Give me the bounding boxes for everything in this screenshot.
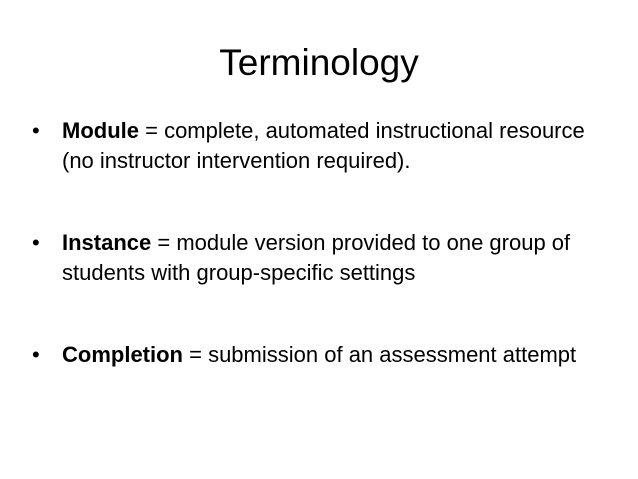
term-definition: = complete, automated instructional resource (no instructor intervention required). [62,118,585,173]
slide-title: Terminology [219,42,419,83]
bullet-item-module [32,116,612,176]
bullet-point-icon: • [32,342,40,367]
term-definition: = module version provided to one group of students with group-specific settings [62,230,571,285]
bullet-item-completion [32,340,612,370]
bullet-item-instance [32,228,612,288]
term-label: Completion [62,342,183,367]
term-label: Module [62,118,139,143]
bullet-point-icon: • [32,230,40,255]
bullet-list [32,116,612,422]
term-label: Instance [62,230,152,255]
term-definition: = submission of an assessment attempt [183,342,577,367]
bullet-point-icon: • [32,118,40,143]
